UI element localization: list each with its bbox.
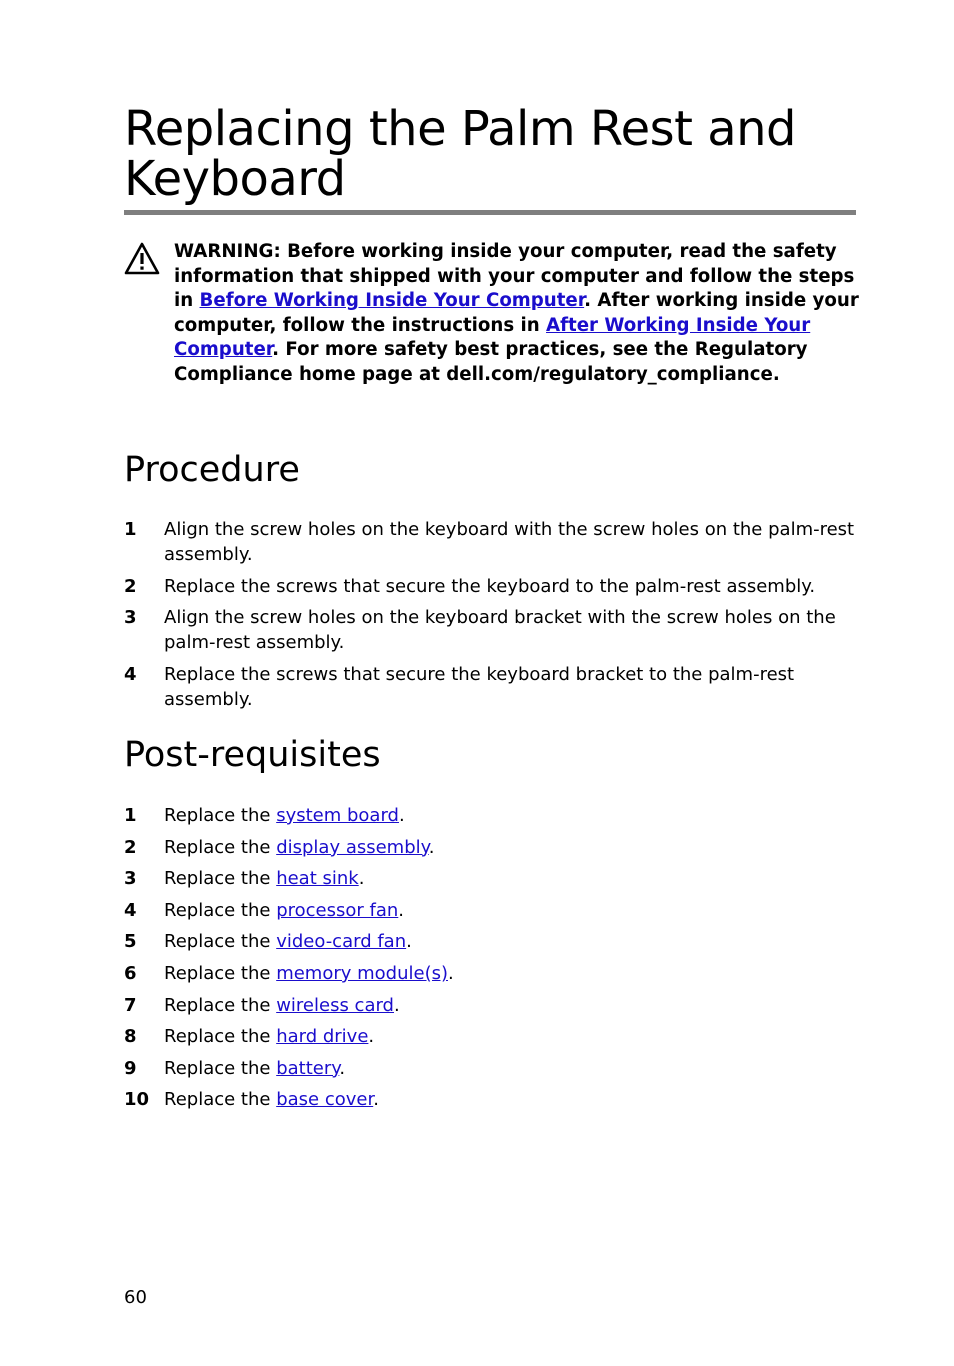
post-requisite-step [124,866,856,891]
page-number: 60 [124,1287,147,1308]
procedure-step [124,662,856,712]
step-number: 2 [124,575,137,597]
warning-text-part: . After working inside your computer, follow the instructions in [174,290,859,336]
procedure-step [124,574,856,599]
step-suffix: . [339,1057,346,1079]
warning-text-part: WARNING: Before working inside your computer, read the safety information that shipped with your computer and follow the steps in [174,241,855,312]
procedure-step [124,517,856,567]
step-number: 3 [124,868,137,890]
step-suffix: . [428,836,435,858]
step-prefix: Replace the [164,868,277,890]
step-number: 10 [124,1089,150,1111]
heat-sink-link[interactable]: heat sink [276,868,359,890]
page-title: Replacing the Palm Rest and Keyboard [124,101,797,207]
step-suffix: . [406,931,412,953]
step-prefix: Replace the [164,994,277,1016]
step-text: Align the screw holes on the keyboard with the screw holes on the palm-rest assembly. [164,519,855,565]
step-number: 6 [124,962,137,984]
procedure-list [124,517,856,718]
processor-fan-link[interactable]: processor fan [276,899,399,921]
memory-modules-link[interactable]: memory module(s) [276,962,448,984]
wireless-card-link[interactable]: wireless card [276,994,394,1016]
battery-link[interactable]: battery [276,1057,340,1079]
display-assembly-link[interactable]: display assembly [276,836,429,858]
step-number: 7 [124,994,137,1016]
step-prefix: Replace the [164,931,277,953]
step-suffix: . [373,1089,379,1111]
warning-text [174,240,864,388]
warning-triangle-icon [124,242,160,276]
post-requisites-heading: Post-requisites [124,735,381,775]
step-number: 2 [124,836,137,858]
system-board-link[interactable]: system board [276,805,399,826]
post-requisite-step [124,835,856,860]
post-requisite-step [124,993,856,1018]
post-requisite-step [124,929,856,954]
step-number: 3 [124,607,137,628]
post-requisite-step [124,1087,856,1112]
hard-drive-link[interactable]: hard drive [276,1026,369,1048]
procedure-step [124,605,856,655]
step-prefix: Replace the [164,962,277,984]
step-text: Align the screw holes on the keyboard bracket with the screw holes on the palm-rest assembly. [164,607,836,653]
step-prefix: Replace the [164,1089,277,1111]
step-suffix: . [358,868,365,890]
before-working-link[interactable]: Before Working Inside Your Computer [199,290,585,312]
base-cover-link[interactable]: base cover [276,1089,374,1111]
step-prefix: Replace the [164,1057,277,1079]
step-text: Replace the screws that secure the keyboard to the palm-rest assembly. [164,575,816,597]
step-prefix: Replace the [164,805,277,826]
step-number: 1 [124,519,137,540]
procedure-heading: Procedure [124,450,300,490]
post-requisite-step [124,1056,856,1081]
post-requisite-step [124,961,856,986]
step-prefix: Replace the [164,899,277,921]
step-suffix: . [368,1026,375,1048]
step-suffix: . [393,994,400,1016]
step-number: 8 [124,1026,137,1048]
title-divider [124,210,856,215]
step-prefix: Replace the [164,836,277,858]
step-number: 4 [124,663,137,685]
step-suffix: . [398,805,405,826]
post-requisite-step [124,898,856,923]
video-card-fan-link[interactable]: video-card fan [276,931,407,953]
step-prefix: Replace the [164,1026,277,1048]
post-requisite-step [124,1024,856,1049]
step-number: 1 [124,805,137,826]
step-suffix: . [448,962,454,984]
step-number: 5 [124,931,137,953]
step-suffix: . [398,899,405,921]
step-number: 9 [124,1057,137,1079]
post-requisite-step [124,803,856,828]
warning-text-part: . For more safety best practices, see the Regulatory Compliance home page at dell.com/regulatory_compliance. [174,339,808,385]
step-number: 4 [124,899,137,921]
after-working-link[interactable]: After Working Inside Your Computer [174,314,811,361]
step-text: Replace the screws that secure the keyboard bracket to the palm-rest assembly. [164,663,795,710]
post-requisites-list [124,803,856,1119]
